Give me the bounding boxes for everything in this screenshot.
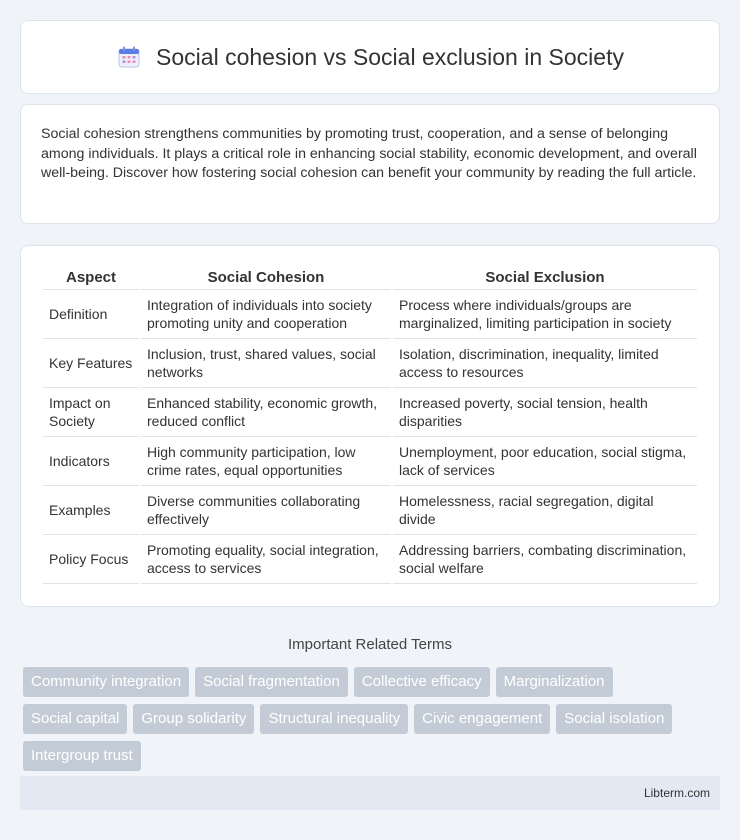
aspect-cell: Impact on Society (43, 388, 139, 437)
intro-card (20, 104, 720, 224)
calendar-icon (116, 44, 142, 70)
tag-group-solidarity[interactable]: Group solidarity (133, 704, 254, 734)
table-row (43, 290, 697, 339)
tag-marginalization[interactable]: Marginalization (496, 667, 613, 697)
tag-community-integration[interactable]: Community integration (23, 667, 189, 697)
table-row (43, 437, 697, 486)
exclusion-cell: Increased poverty, social tension, health disparities (393, 388, 697, 437)
tag-social-fragmentation[interactable]: Social fragmentation (195, 667, 348, 697)
header-aspect: Aspect (43, 266, 139, 290)
footer-site-link[interactable]: Libterm.com (643, 786, 710, 800)
cohesion-cell: Promoting equality, social integration, access to services (141, 535, 391, 584)
tag-civic-engagement[interactable]: Civic engagement (414, 704, 550, 734)
title-card (20, 20, 720, 94)
header-cohesion: Social Cohesion (141, 266, 391, 290)
aspect-cell: Examples (43, 486, 139, 535)
comparison-card (20, 245, 720, 607)
related-terms-title: Important Related Terms (288, 636, 452, 653)
aspect-cell: Key Features (43, 339, 139, 388)
exclusion-cell: Isolation, discrimination, inequality, limited access to resources (393, 339, 697, 388)
tag-collective-efficacy[interactable]: Collective efficacy (354, 667, 490, 697)
table-row (43, 339, 697, 388)
table-row (43, 486, 697, 535)
table-header-row (43, 266, 697, 290)
exclusion-cell: Addressing barriers, combating discrimination, social welfare (393, 535, 697, 584)
aspect-cell: Definition (43, 290, 139, 339)
related-terms-list (20, 667, 720, 771)
cohesion-cell: Inclusion, trust, shared values, social networks (141, 339, 391, 388)
footer (20, 776, 720, 810)
page-title: Social cohesion vs Social exclusion in Society (156, 43, 624, 70)
exclusion-cell: Process where individuals/groups are marginalized, limiting participation in society (393, 290, 697, 339)
cohesion-cell: Diverse communities collaborating effectively (141, 486, 391, 535)
cohesion-cell: Integration of individuals into society promoting unity and cooperation (141, 290, 391, 339)
table-row (43, 535, 697, 584)
tag-intergroup-trust[interactable]: Intergroup trust (23, 741, 141, 771)
tag-social-capital[interactable]: Social capital (23, 704, 127, 734)
header-exclusion: Social Exclusion (393, 266, 697, 290)
aspect-cell: Indicators (43, 437, 139, 486)
cohesion-cell: Enhanced stability, economic growth, reduced conflict (141, 388, 391, 437)
aspect-cell: Policy Focus (43, 535, 139, 584)
exclusion-cell: Unemployment, poor education, social stigma, lack of services (393, 437, 697, 486)
comparison-table (41, 266, 699, 584)
exclusion-cell: Homelessness, racial segregation, digital divide (393, 486, 697, 535)
table-row (43, 388, 697, 437)
tag-social-isolation[interactable]: Social isolation (556, 704, 672, 734)
tag-structural-inequality[interactable]: Structural inequality (260, 704, 408, 734)
intro-text: Social cohesion strengthens communities by promoting trust, cooperation, and a sense of belonging among individuals. It plays a critical role in enhancing social stability, economic development, and overall well-being. Discover how fostering social cohesion can benefit your community by reading the full article. (41, 126, 697, 181)
cohesion-cell: High community participation, low crime rates, equal opportunities (141, 437, 391, 486)
